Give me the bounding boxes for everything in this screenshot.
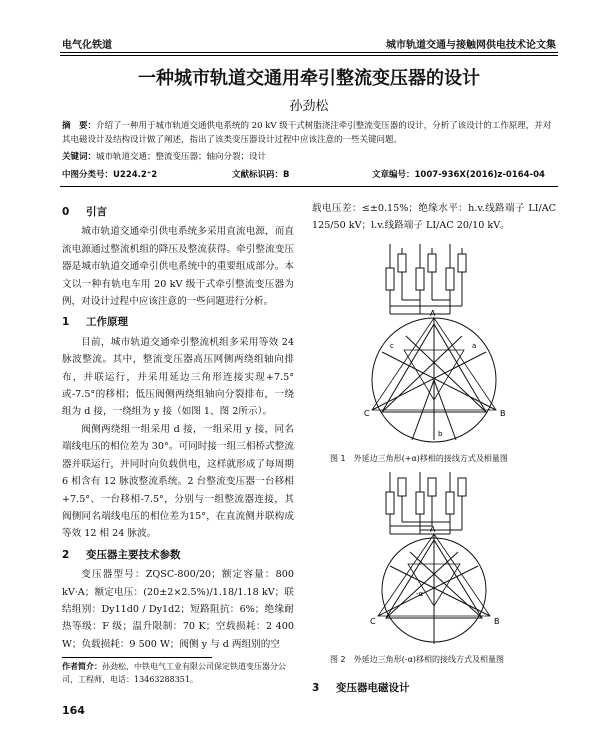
principle-paragraph-1: 目前，城市轨道交通牵引整流机组多采用等效 24 脉波整流。其中，整流变压器高压网侧两绕组轴向排布，并联运行，并采用延边三角形连接实现+7.5°或-7.5°的移相；低压阀侧两绕组轴向分裂排布，一绕组为 d 接，一绕组为 y 接（如图 1、图 2所示）。: [62, 336, 294, 418]
meta-rule: [60, 186, 558, 187]
left-column: [62, 200, 294, 653]
author-name: 孙劲松: [289, 99, 329, 114]
section-heading-principle: 1 工作原理: [62, 316, 128, 329]
fig1-label-a: a: [472, 342, 477, 350]
footnote-rule: [62, 657, 212, 658]
fig2-label-A: A: [430, 525, 436, 534]
figure-2-caption: 图 2 外延边三角形(-α)移相的接线方式及相量图: [330, 655, 505, 664]
fig2-label-neg-alpha: -α: [416, 590, 424, 598]
author-footnote: [62, 660, 298, 686]
document-code: 文献标识码：B: [232, 170, 290, 180]
running-header-left: 电气化铁道: [62, 40, 112, 51]
figure-1-caption: 图 1 外延边三角形(+α)移相的接线方式及相量图: [330, 454, 508, 463]
params-paragraph: 变压器型号：ZQSC-800/20；额定容量：800 kV·A；额定电压：(20±2×2.5%)/1.18/1.18 kV；联结组别：Dy11d0 / Dy1d2；短路阻抗：6%；绝缘耐热等级：F 级；温升限制：70 K；空载损耗：2 400 W；负载损耗：9 500 W；阀侧 y 与 d 两组别的空: [62, 569, 294, 650]
fig1-label-C: C: [364, 409, 370, 418]
footnote-label: 作者简介：: [62, 662, 102, 671]
abstract: [62, 119, 554, 147]
intro-paragraph: 城市轨道交通牵引供电系统多采用直流电源，而直流电源通过整流机组的降压及整流获得。牵引整流变压器是城市轨道交通牵引供电系统中的重要组成部分。本文以一种有轨电车用 20 kV 级干式牵引整流变压器为例，对设计过程中应该注意的一些问题进行分析。: [62, 226, 294, 308]
header-rule-thin: [60, 55, 558, 56]
figure-1-winding-schematic: [386, 244, 466, 314]
fig1-label-A: A: [430, 309, 436, 318]
figure-1-diagram: [312, 240, 556, 445]
running-header-right: 城市轨道交通与接触网供电技术论文集: [386, 40, 556, 51]
fig2-label-C: C: [370, 617, 376, 626]
principle-paragraph-2: 阀侧两绕组一组采用 d 接，一组采用 y 接，同名端线电压的相位差为 30°。可同时接一组三相桥式整流器并联运行，并同时向负载供电，这样就形成了每周期 6 相含有 12 脉波整流系统。2 台整流变压器一台移相+7.5°、一台移相-7.5°，分别与一组整流器连接，其阀侧同名端线电压的相位差为15°，在直流侧并联构成等效 12 相 24 脉波。: [62, 423, 294, 540]
right-column: [312, 200, 556, 235]
section-heading-em-design: 3 变压器电磁设计: [312, 682, 410, 694]
fig2-label-B: B: [494, 617, 500, 626]
figure-1-phasor-diagram: [372, 318, 496, 442]
section-heading-params: 2 变压器主要技术参数: [62, 548, 181, 561]
figure-2-phasor-diagram: [378, 534, 490, 644]
abstract-text: 介绍了一种用于城市轨道交通供电系统的 20 kV 级干式树脂浇注牵引整流变压器的设计，分析了该设计的工作原理，并对其电磁设计及结构设计做了阐述，指出了该类变压器设计过程中应该注意的一些关键问题。: [62, 121, 552, 145]
keywords: [62, 150, 554, 162]
keywords-label: 关键词：: [62, 152, 97, 162]
header-rule: [60, 52, 558, 53]
keywords-text: 城市轨道交通；整流变压器；轴向分裂；设计: [96, 152, 267, 162]
fig1-label-c: c: [390, 342, 394, 350]
abstract-label: 摘 要：: [62, 121, 97, 131]
paper-title: 一种城市轨道交通用牵引整流变压器的设计: [138, 68, 480, 89]
figure-2-winding-schematic: [386, 472, 466, 534]
params-continued: 载电压差：≤±0.15%；绝缘水平：h.v.线路端子 LI/AC 125/50 kV；l.v.线路端子 LI/AC 20/10 kV。: [312, 203, 556, 232]
article-number: 文章编号：1007-936X(2016)z-0164-04: [372, 170, 545, 180]
section-heading-intro: 0 引言: [62, 206, 107, 218]
fig1-label-B: B: [500, 409, 506, 418]
clc-number: 中图分类号：U224.2⁺2: [62, 170, 158, 180]
page-number: 164: [62, 704, 85, 717]
fig1-label-b: b: [438, 430, 443, 438]
footnote-text: 孙劲松，中铁电气工业有限公司保定铁道变压器分公司，工程师，电话：13463288351。: [62, 662, 286, 684]
figure-2-diagram: [312, 468, 556, 648]
